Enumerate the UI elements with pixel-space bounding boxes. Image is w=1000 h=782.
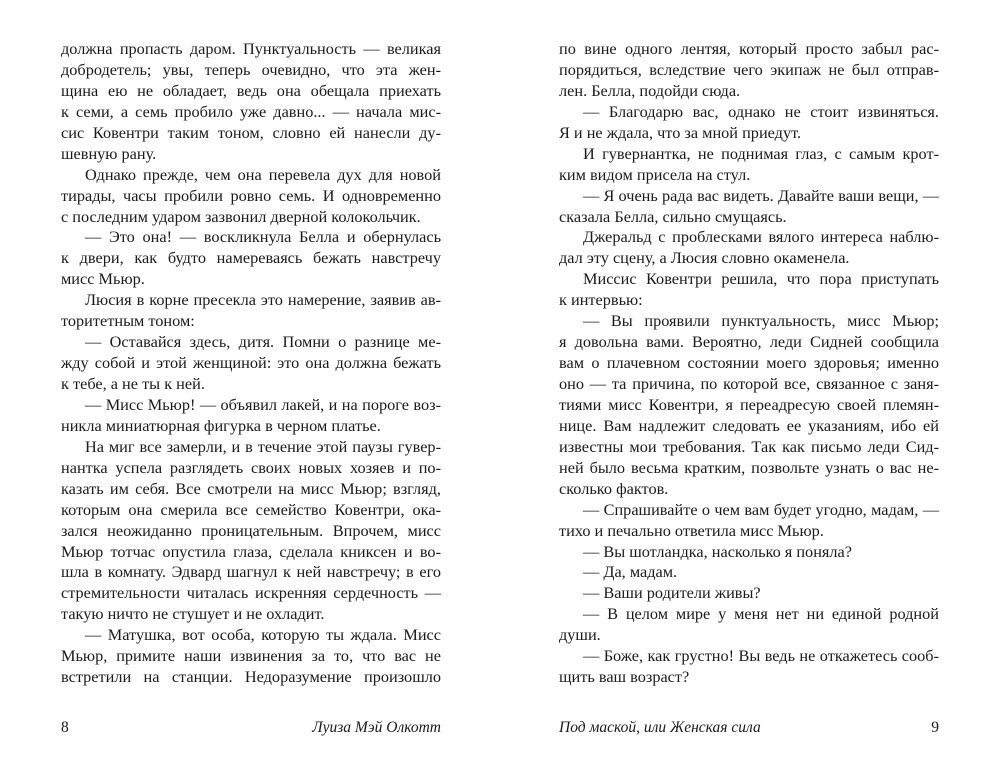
text-line: зался неожиданно проницательным. Впрочем, мисс bbox=[61, 520, 441, 540]
text-line: мисс Мьюр. bbox=[61, 269, 145, 289]
text-line: Мьюр тотчас опустила глаза, сделала книксен и во- bbox=[61, 541, 441, 561]
text-line: к двери, как будто намереваясь бежать навстречу bbox=[61, 248, 441, 268]
text-line: Мьюр, примите наши извинения за то, что вас не bbox=[61, 646, 441, 666]
text-line: — Это она! — воскликнула Белла и обернулась bbox=[85, 227, 441, 247]
left-page bbox=[61, 0, 441, 782]
text-line: тихо и печально ответила мисс Мьюр. bbox=[559, 520, 824, 540]
text-line: Джеральд с проблесками вялого интереса наблю- bbox=[583, 227, 939, 247]
text-line: — Вы шотландка, насколько я поняла? bbox=[583, 541, 852, 561]
text-line: — Вы проявили пунктуальность, мисс Мьюр; bbox=[583, 311, 939, 331]
text-line: такую ничто не стушует и не охладит. bbox=[61, 604, 325, 624]
text-line: — Благодарю вас, однако не стоит извиняться. bbox=[583, 101, 939, 121]
text-line: щить ваш возраст? bbox=[559, 667, 690, 687]
text-line: должна пропасть даром. Пунктуальность — великая bbox=[61, 39, 441, 58]
right-page-body bbox=[559, 39, 939, 688]
text-line: щина ею не обладает, ведь она обещала приехать bbox=[61, 80, 441, 100]
text-line: стремительности читалась искренняя сердечность — bbox=[61, 583, 441, 603]
text-line: сказала Белла, сильно смущаясь. bbox=[559, 206, 787, 226]
text-line: Люсия в корне пресекла это намерение, заявив ав- bbox=[85, 290, 441, 310]
text-line: никла миниатюрная фигурка в черном платье. bbox=[61, 415, 381, 435]
text-line: — Оставайся здесь, дитя. Помни о разнице ме- bbox=[85, 332, 441, 352]
text-line: — Да, мадам. bbox=[583, 562, 678, 582]
text-line: — Мисс Мьюр! — объявил лакей, и на пороге воз- bbox=[85, 394, 441, 414]
text-line: тиями мисс Ковентри, я переадресую своей племян- bbox=[559, 394, 939, 414]
text-line: которым она смерила все семейство Ковентри, ока- bbox=[61, 499, 441, 519]
text-line: На миг все замерли, и в течение этой паузы гувер- bbox=[85, 436, 441, 456]
text-line: нице. Вам надлежит следовать ее указаниям, ибо ей bbox=[559, 415, 939, 435]
right-page-footer bbox=[559, 717, 939, 739]
text-line: известны мои требования. Так как письмо леди Сид- bbox=[559, 436, 939, 456]
text-line: нантка успела разглядеть своих новых хозяев и по- bbox=[61, 457, 441, 477]
text-line: к тебе, а не ты к ней. bbox=[61, 374, 205, 393]
text-line: ким видом присела на стул. bbox=[559, 164, 751, 184]
text-line: сколько фактов. bbox=[559, 478, 669, 498]
page-number: 9 bbox=[931, 719, 939, 736]
text-line: И гувернантка, не поднимая глаз, с самым крот- bbox=[583, 143, 939, 163]
text-line: — Ваши родители живы? bbox=[583, 583, 761, 603]
text-line: вам о плачевном состоянии моего здоровья; именно bbox=[559, 353, 939, 373]
running-title-author: Луиза Мэй Олкотт bbox=[312, 719, 441, 736]
text-line: казать им себя. Все смотрели на мисс Мьюр; взгляд, bbox=[61, 478, 441, 498]
text-line: Однако прежде, чем она перевела дух для новой bbox=[85, 164, 441, 184]
text-line: Миссис Ковентри решила, что пора приступать bbox=[583, 269, 939, 289]
text-line: — Матушка, вот особа, которую ты ждала. Мисс bbox=[85, 625, 441, 645]
left-page-body bbox=[61, 39, 441, 688]
text-line: по вине одного лентяя, который просто забыл рас- bbox=[559, 39, 939, 58]
text-line: Я и не ждала, что за мной приедут. bbox=[559, 122, 802, 142]
text-line: души. bbox=[559, 625, 601, 645]
right-page bbox=[559, 0, 939, 782]
running-title-book: Под маской, или Женская сила bbox=[559, 719, 761, 736]
text-line: шла в комнату. Эдвард шагнул к ней навстречу; в его bbox=[61, 562, 441, 582]
text-line: встретили на станции. Недоразумение произошло bbox=[61, 667, 441, 687]
text-line: ней было весьма кратким, позвольте узнать о вас не- bbox=[559, 457, 939, 477]
text-line: — Боже, как грустно! Вы ведь не откажетесь сооб- bbox=[583, 646, 939, 666]
text-line: дал эту сцену, а Люсия словно окаменела. bbox=[559, 248, 850, 268]
text-line: жду собой и этой женщиной: это она должна бежать bbox=[61, 353, 441, 373]
text-line: я довольна вами. Вероятно, леди Сидней сообщила bbox=[559, 332, 939, 352]
text-line: к семи, а семь пробило уже давно... — начала мис- bbox=[61, 101, 441, 121]
left-page-footer bbox=[61, 717, 441, 739]
text-line: шевную рану. bbox=[61, 143, 157, 163]
text-line: — Спрашивайте о чем вам будет угодно, мадам, — bbox=[583, 499, 939, 519]
text-line: добродетель; увы, теперь очевидно, что эта жен- bbox=[61, 59, 441, 79]
text-line: торитетным тоном: bbox=[61, 311, 195, 331]
text-line: лен. Белла, подойди сюда. bbox=[559, 80, 741, 100]
text-line: с последним ударом зазвонил дверной колокольчик. bbox=[61, 206, 421, 226]
text-line: — В целом мире у меня нет ни единой родной bbox=[583, 604, 939, 624]
text-line: оно — та причина, по которой все, связанное с заня- bbox=[559, 374, 939, 393]
text-line: сис Ковентри таким тоном, словно ей нанесли ду- bbox=[61, 122, 441, 142]
text-line: порядиться, вследствие чего экипаж не был отправ- bbox=[559, 59, 939, 79]
text-line: тирады, часы пробили ровно семь. И одновременно bbox=[61, 185, 441, 205]
text-line: — Я очень рада вас видеть. Давайте ваши вещи, — bbox=[583, 185, 939, 205]
text-line: к интервью: bbox=[559, 290, 643, 310]
page-number: 8 bbox=[61, 719, 69, 736]
